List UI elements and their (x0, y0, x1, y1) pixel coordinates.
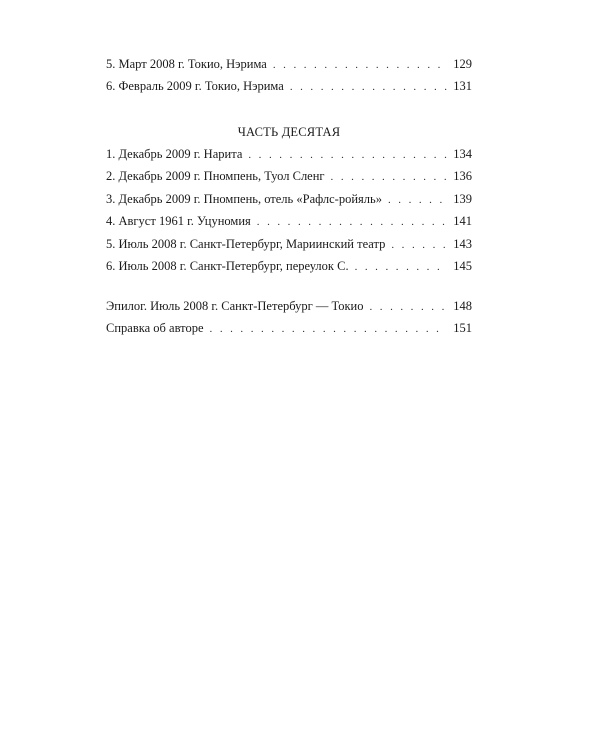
dot-leader (369, 301, 447, 313)
toc-entry (106, 299, 472, 321)
toc-end-entries (106, 299, 472, 344)
toc-entry-title: 1. Декабрь 2009 г. Нарита (106, 147, 243, 161)
toc-entry-title: Эпилог. Июль 2008 г. Санкт-Петербург — Токио (106, 299, 364, 313)
dot-leader (257, 216, 447, 228)
toc-entry-page: 136 (453, 169, 472, 184)
toc-entry (106, 321, 472, 343)
toc-entry-title: 2. Декабрь 2009 г. Пномпень, Туол Сленг (106, 169, 325, 184)
dot-leader (388, 194, 447, 206)
toc-entry-title: 4. Август 1961 г. Уцуномия (106, 214, 251, 229)
dot-leader (290, 81, 447, 93)
toc-entry-page: 139 (453, 191, 472, 206)
toc-entry-page: 151 (453, 321, 472, 336)
dot-leader (248, 149, 447, 161)
toc-entry-page: 145 (453, 258, 472, 273)
toc-entry (106, 169, 472, 191)
toc-part-ten-entries (106, 147, 472, 281)
toc-previous-part-entries (106, 57, 472, 102)
toc-entry (106, 237, 472, 259)
toc-entry (106, 192, 472, 214)
toc-entry-page: 143 (453, 236, 472, 251)
toc-entry (106, 214, 472, 236)
toc-entry (106, 259, 472, 281)
toc-entry-title: 6. Февраль 2009 г. Токио, Нэрима (106, 79, 284, 94)
dot-leader (331, 171, 448, 183)
toc-entry-title: 3. Декабрь 2009 г. Пномпень, отель «Рафлс-ройяль» (106, 191, 382, 206)
toc-entry-title: Справка об авторе (106, 321, 204, 336)
toc-entry-title: 6. Июль 2008 г. Санкт-Петербург, переулок С. (106, 258, 349, 273)
toc-entry (106, 79, 472, 101)
dot-leader (273, 59, 447, 71)
toc-entry-title: 5. Март 2008 г. Токио, Нэрима (106, 57, 267, 71)
dot-leader (391, 239, 447, 251)
toc-entry-page: 148 (453, 299, 472, 313)
toc-entry-page: 141 (453, 214, 472, 229)
toc-entry-title: 5. Июль 2008 г. Санкт-Петербург, Мариинский театр (106, 236, 386, 251)
toc-entry (106, 147, 472, 169)
toc-entry-page: 129 (453, 57, 472, 71)
toc-entry-page: 134 (453, 147, 472, 161)
dot-leader (210, 323, 448, 335)
part-heading: ЧАСТЬ ДЕСЯТАЯ (237, 125, 341, 139)
toc-entry-page: 131 (453, 79, 472, 94)
dot-leader (355, 261, 448, 273)
toc-entry (106, 57, 472, 79)
